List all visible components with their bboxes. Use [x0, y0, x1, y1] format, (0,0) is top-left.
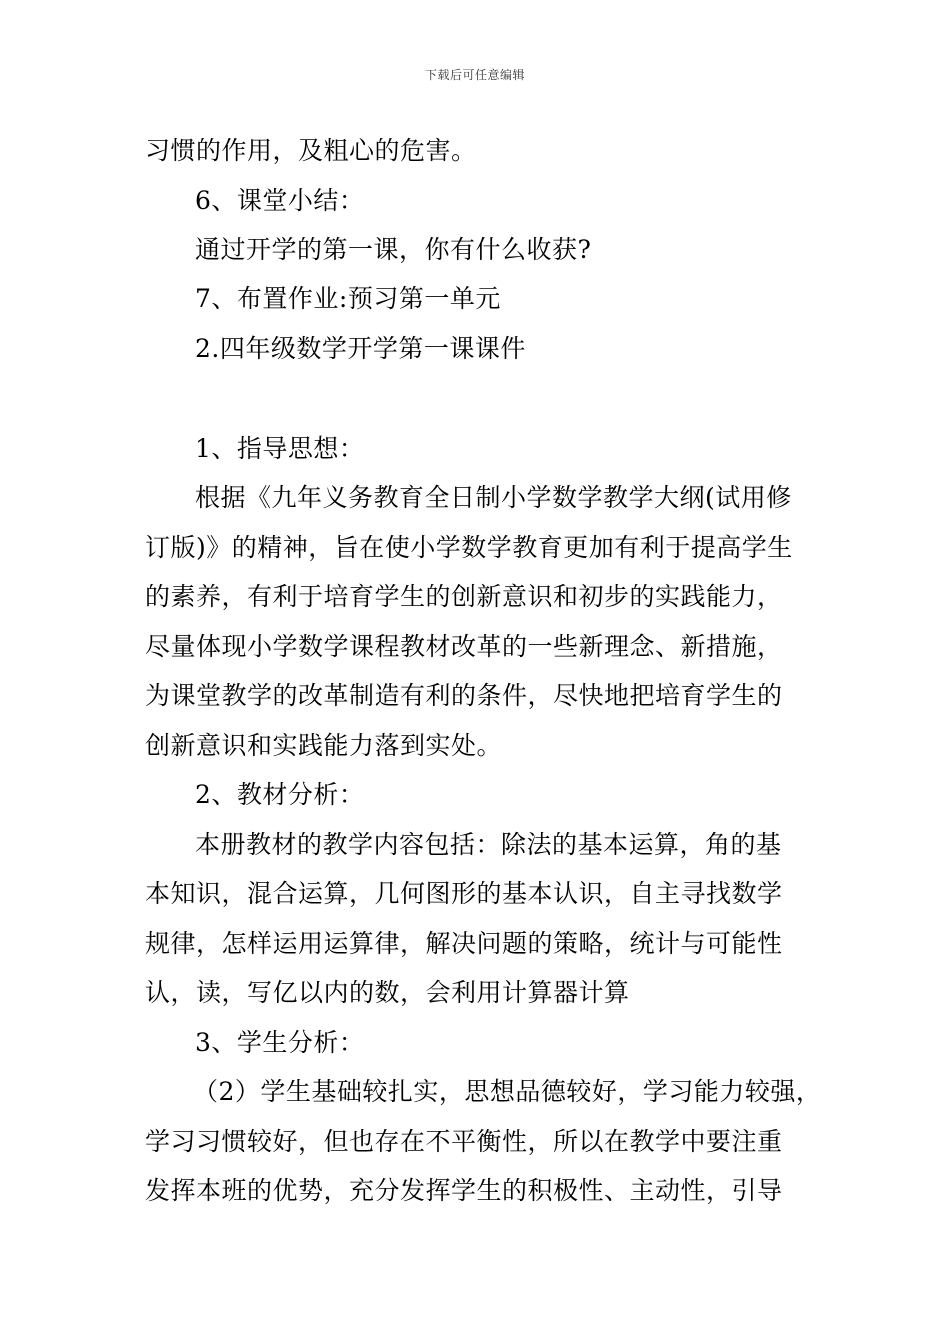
section-heading-homework: 7、布置作业:预习第一单元 [195, 284, 501, 313]
body-line: 创新意识和实践能力落到实处。 [145, 731, 503, 760]
body-line: 发挥本班的优势，充分发挥学生的积极性、主动性，引导 [145, 1176, 783, 1205]
section-heading-textbook-analysis: 2、教材分析： [195, 780, 365, 809]
body-line: 通过开学的第一课，你有什么收获? [195, 235, 592, 264]
body-line: 习惯的作用，及粗心的危害。 [145, 136, 477, 165]
section-heading-summary: 6、课堂小结： [195, 186, 365, 215]
body-line: 的素养，有利于培育学生的创新意识和初步的实践能力， [145, 582, 783, 611]
body-line: 为课堂教学的改革制造有利的条件，尽快地把培育学生的 [145, 681, 783, 710]
body-line: 尽量体现小学数学课程教材改革的一些新理念、新措施， [145, 632, 783, 661]
page-header: 下载后可任意编辑 [424, 68, 525, 82]
body-line: 认，读，写亿以内的数，会利用计算器计算 [145, 978, 630, 1007]
section-heading-guiding-thought: 1、指导思想： [195, 434, 365, 463]
body-line: 学习习惯较好，但也存在不平衡性，所以在教学中要注重 [145, 1127, 783, 1156]
body-line: 规律，怎样运用运算律，解决问题的策略，统计与可能性 [145, 929, 783, 958]
body-line: 根据《九年义务教育全日制小学数学教学大纲(试用修 [195, 483, 792, 512]
body-line: （2）学生基础较扎实，思想品德较好，学习能力较强， [193, 1077, 822, 1106]
section-heading-student-analysis: 3、学生分析： [195, 1028, 365, 1057]
body-line: 订版)》的精神，旨在使小学数学教育更加有利于提高学生 [145, 533, 793, 562]
body-line: 本册教材的教学内容包括：除法的基本运算，角的基 [195, 830, 782, 859]
body-line: 本知识，混合运算，几何图形的基本认识，自主寻找数学 [145, 879, 783, 908]
document-title: 2.四年级数学开学第一课课件 [195, 334, 526, 363]
